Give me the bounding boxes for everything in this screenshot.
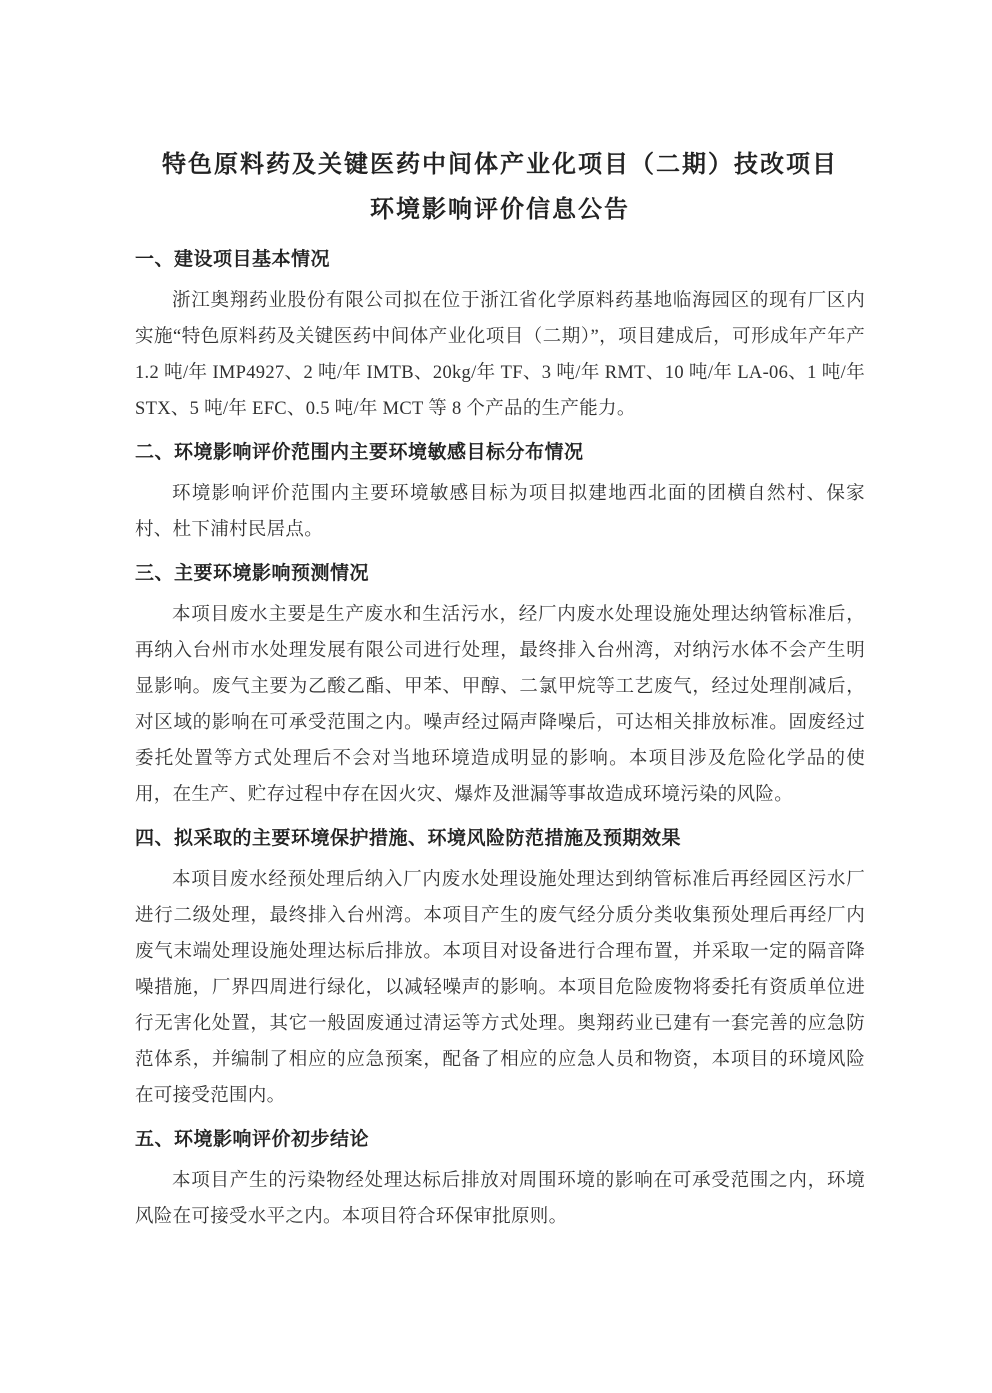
section-4-paragraph: 本项目废水经预处理后纳入厂内废水处理设施处理达到纳管标准后再经园区污水厂进行二级处理，最终排入台州湾。本项目产生的废气经分质分类收集预处理后再经厂内废气末端处理设施处理达标后排放。本项目对设备进行合理布置，并采取一定的隔音降噪措施，厂界四周进行绿化，以减轻噪声的影响。本项目危险废物将委托有资质单位进行无害化处置，其它一般固废通过清运等方式处理。奥翔药业已建有一套完善的应急防范体系，并编制了相应的应急预案，配备了相应的应急人员和物资，本项目的环境风险在可接受范围内。	[135, 870, 865, 1106]
section-3-paragraph: 本项目废水主要是生产废水和生活污水，经厂内废水处理设施处理达纳管标准后，再纳入台州市水处理发展有限公司进行处理，最终排入台州湾，对纳污水体不会产生明显影响。废气主要为乙酸乙酯、甲苯、甲醇、二氯甲烷等工艺废气，经过处理削减后，对区域的影响在可承受范围之内。噪声经过隔声降噪后，可达相关排放标准。固废经过委托处置等方式处理后不会对当地环境造成明显的影响。本项目涉及危险化学品的使用，在生产、贮存过程中存在因火灾、爆炸及泄漏等事故造成环境污染的风险。	[135, 605, 865, 805]
document-title	[135, 142, 865, 232]
section-5-paragraph: 本项目产生的污染物经处理达标后排放对周围环境的影响在可承受范围之内，环境风险在可接受水平之内。本项目符合环保审批原则。	[135, 1171, 865, 1227]
section-3-heading: 三、主要环境影响预测情况	[135, 563, 370, 584]
section-1-paragraph: 浙江奥翔药业股份有限公司拟在位于浙江省化学原料药基地临海园区的现有厂区内实施“特色原料药及关键医药中间体产业化项目（二期）”，项目建成后，可形成年产年产 1.2 吨/年 IMP4927、2 吨/年 IMTB、20kg/年 TF、3 吨/年 RMT、10 吨/年 LA-06、1 吨/年 STX、5 吨/年 EFC、0.5 吨/年 MCT 等 8 个产品的生产能力。	[135, 291, 865, 419]
section-1-heading: 一、建设项目基本情况	[135, 249, 331, 270]
section-impact-prediction	[135, 556, 865, 813]
section-protection-measures	[135, 821, 865, 1114]
section-sensitive-targets	[135, 435, 865, 548]
section-2-paragraph: 环境影响评价范围内主要环境敏感目标为项目拟建地西北面的团横自然村、保家村、杜下浦村民居点。	[135, 484, 865, 540]
section-4-heading: 四、拟采取的主要环境保护措施、环境风险防范措施及预期效果	[135, 828, 682, 849]
section-basic-project-info	[135, 242, 865, 427]
document-title-line-1: 特色原料药及关键医药中间体产业化项目（二期）技改项目	[162, 151, 838, 178]
section-5-heading: 五、环境影响评价初步结论	[135, 1129, 370, 1150]
section-preliminary-conclusion	[135, 1122, 865, 1235]
section-2-heading: 二、环境影响评价范围内主要环境敏感目标分布情况	[135, 442, 584, 463]
document-title-line-2: 环境影响评价信息公告	[370, 196, 630, 223]
